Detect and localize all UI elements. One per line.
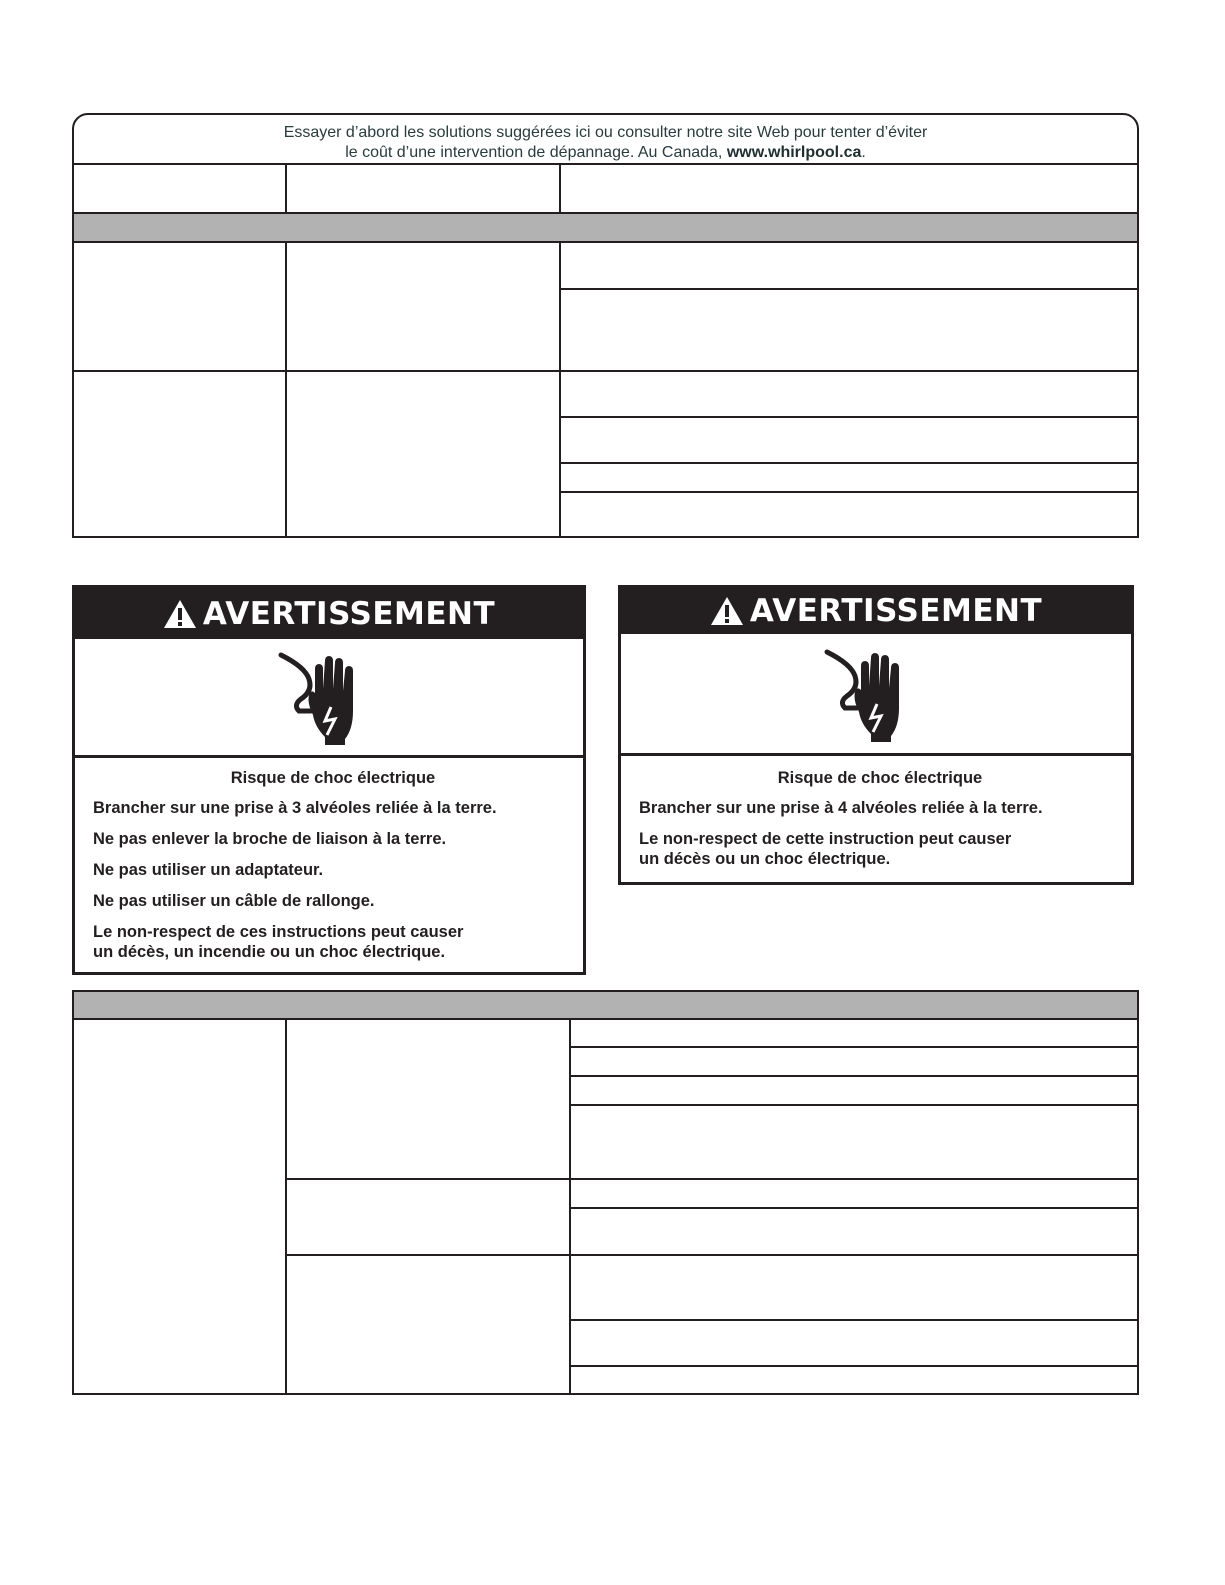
intro-line-2-text: le coût d’une intervention de dépannage. Au Canada,	[345, 144, 727, 161]
warning-consequence-left-2: un décès, un incendie ou un choc électrique.	[93, 943, 446, 961]
warning-consequence-right-1: Le non-respect de cette instruction peut causer	[639, 830, 1012, 848]
warning-line-left-3: Ne pas utiliser un adaptateur.	[93, 861, 324, 879]
bottom-row-line-3	[570, 1104, 1139, 1106]
intro-text	[74, 115, 1137, 165]
intro-line-2-suffix: .	[861, 144, 866, 161]
warning-title-right: AVERTISSEMENT	[749, 593, 1043, 629]
warning-box-right	[618, 585, 1134, 885]
troubleshooting-table-bottom	[72, 990, 1139, 1395]
warning-header-left	[75, 588, 583, 639]
top-col-divider-1	[285, 163, 287, 213]
electrical-shock-hand-icon	[275, 649, 365, 749]
bottom-section-bar	[74, 992, 1137, 1018]
top-section-bar-bottom	[72, 241, 1139, 243]
warning-consequence-right-2: un décès ou un choc électrique.	[639, 850, 891, 868]
warning-header-right	[621, 588, 1131, 634]
website-link[interactable]: www.whirlpool.ca	[726, 144, 862, 161]
warning-body-left	[93, 768, 573, 962]
warning-box-left	[72, 585, 586, 975]
bottom-section-bar-bottom	[72, 1018, 1139, 1020]
intro-line-2	[74, 143, 1137, 163]
warning-triangle-icon	[163, 599, 197, 629]
top-col-divider-2	[559, 163, 561, 213]
top-row-line-3	[560, 416, 1139, 418]
warning-consequence-left-1: Le non-respect de ces instructions peut causer	[93, 923, 464, 941]
intro-line-1: Essayer d’abord les solutions suggérées ici ou consulter notre site Web pour tenter d’éviter	[283, 124, 928, 141]
bottom-row-line-2	[570, 1075, 1139, 1077]
bottom-row-line-4	[286, 1178, 1139, 1180]
bottom-row-line-8	[570, 1365, 1139, 1367]
warning-heading-right: Risque de choc électrique	[777, 769, 983, 787]
top-section-bar	[74, 214, 1137, 241]
warning-triangle-icon	[710, 596, 744, 626]
top-row-line-1	[560, 288, 1139, 290]
warning-line-left-2: Ne pas enlever la broche de liaison à la terre.	[93, 830, 447, 848]
top-row-line-2	[72, 370, 1139, 372]
bottom-row-line-6	[286, 1254, 1139, 1256]
top-row-line-5	[560, 491, 1139, 493]
warning-line-left-4: Ne pas utiliser un câble de rallonge.	[93, 892, 375, 910]
warning-line-left-1: Brancher sur une prise à 3 alvéoles reliée à la terre.	[93, 799, 497, 817]
top-row-line-4	[560, 462, 1139, 464]
warning-title-left: AVERTISSEMENT	[202, 595, 496, 632]
warning-line-right-1: Brancher sur une prise à 4 alvéoles reliée à la terre.	[639, 799, 1043, 817]
bottom-row-line-1	[570, 1046, 1139, 1048]
top-body-divider-2	[559, 241, 561, 538]
electrical-shock-hand-icon	[821, 646, 911, 746]
warning-heading-left: Risque de choc électrique	[230, 769, 436, 787]
top-body-divider-1	[285, 241, 287, 538]
warning-image-area-left	[75, 639, 583, 758]
troubleshooting-table-top	[72, 113, 1139, 538]
bottom-row-line-7	[570, 1319, 1139, 1321]
warning-image-area-right	[621, 634, 1131, 756]
bottom-col-divider-1	[285, 1018, 287, 1395]
bottom-row-line-5	[570, 1207, 1139, 1209]
warning-body-right	[639, 768, 1121, 869]
